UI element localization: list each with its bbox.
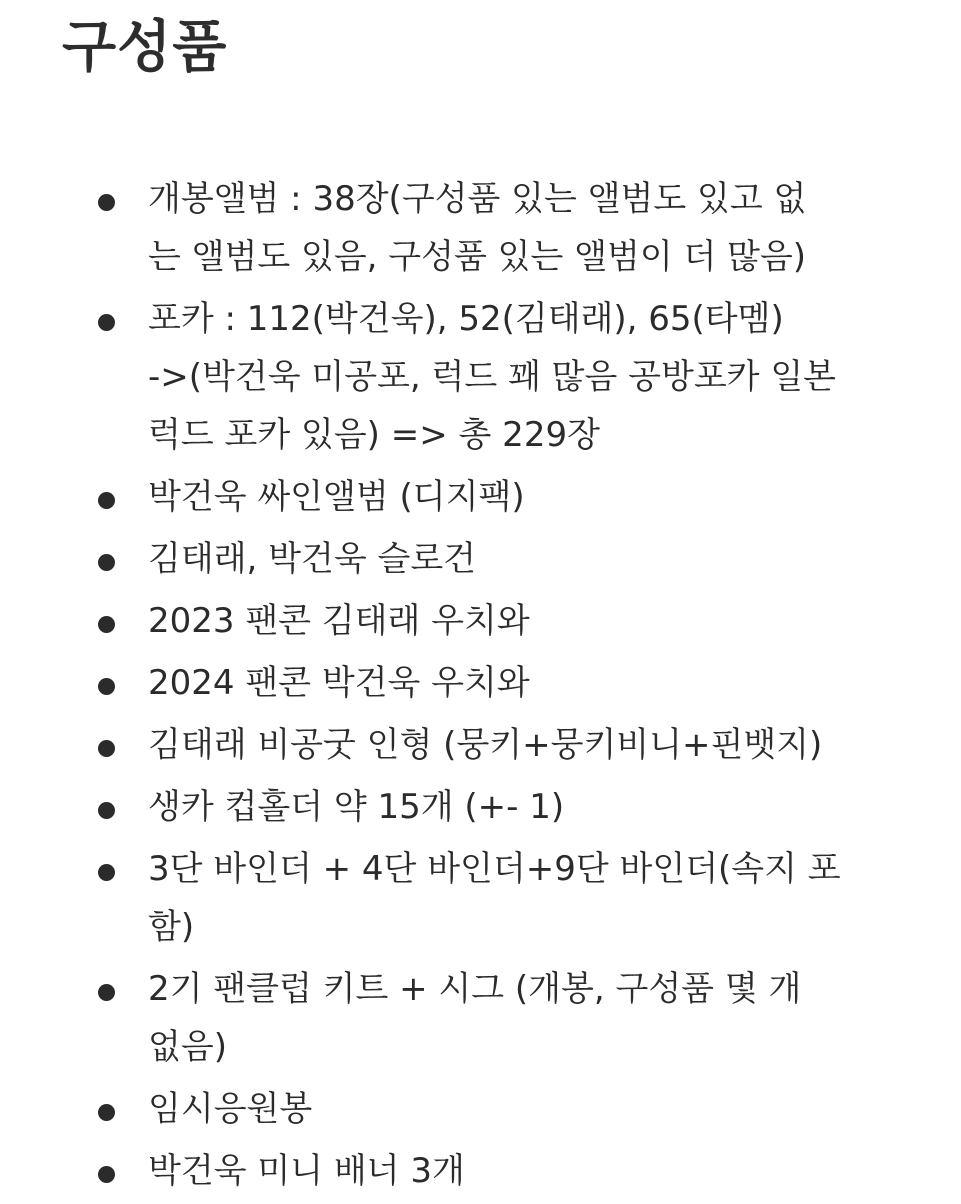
list-item-line: 2024 팬콘 박건욱 우치와	[148, 663, 530, 703]
list-item-text	[148, 468, 921, 526]
list-item-line: 함)	[148, 907, 195, 947]
bullet-icon	[98, 984, 115, 1001]
bullet-icon	[98, 1166, 115, 1183]
bullet-icon	[98, 740, 115, 757]
list-item-text	[148, 654, 921, 712]
list-item-line: 박건욱 싸인앨범 (디지팩)	[148, 477, 525, 517]
list-item-text	[148, 592, 921, 650]
bullet-icon	[98, 194, 115, 211]
list-item	[0, 290, 961, 464]
list-item	[0, 170, 961, 286]
list-item-text	[148, 170, 921, 286]
list-item	[0, 530, 961, 588]
list-item-text	[148, 1142, 921, 1200]
list-item-line: 김태래, 박건욱 슬로건	[148, 539, 477, 579]
list-item	[0, 654, 961, 712]
list-item-line: 박건욱 미니 배너 3개	[148, 1151, 465, 1191]
list-item-line: 럭드 포카 있음) => 총 229장	[148, 415, 600, 455]
list-item-line: 없음)	[148, 1027, 227, 1067]
list-item	[0, 840, 961, 956]
list-item-line: 포카 : 112(박건욱), 52(김태래), 65(타멤)	[148, 299, 784, 339]
list-item	[0, 1080, 961, 1138]
bullet-icon	[98, 864, 115, 881]
list-item-line: 2023 팬콘 김태래 우치와	[148, 601, 530, 641]
page-title: 구성품	[62, 15, 228, 80]
list-item-line: 는 앨범도 있음, 구성품 있는 앨범이 더 많음)	[148, 237, 807, 277]
item-list	[0, 170, 961, 1204]
list-item-text	[148, 1080, 921, 1138]
list-item-line: 2기 팬클럽 키트 + 시그 (개봉, 구성품 몇 개	[148, 969, 802, 1009]
list-item-line: 3단 바인더 + 4단 바인더+9단 바인더(속지 포	[148, 849, 841, 889]
list-item-text	[148, 840, 921, 956]
bullet-icon	[98, 1104, 115, 1121]
list-item	[0, 592, 961, 650]
bullet-icon	[98, 678, 115, 695]
list-item-text	[148, 960, 921, 1076]
list-item-line: ->(박건욱 미공포, 럭드 꽤 많음 공방포카 일본	[148, 357, 837, 397]
list-item	[0, 960, 961, 1076]
list-item	[0, 1142, 961, 1200]
list-item-line: 임시응원봉	[148, 1089, 313, 1129]
list-item-text	[148, 778, 921, 836]
bullet-icon	[98, 616, 115, 633]
list-item	[0, 716, 961, 774]
bullet-icon	[98, 492, 115, 509]
list-item	[0, 468, 961, 526]
list-item	[0, 778, 961, 836]
list-item-text	[148, 530, 921, 588]
bullet-icon	[98, 554, 115, 571]
list-item-text	[148, 716, 921, 774]
list-item-line: 개봉앨범 : 38장(구성품 있는 앨범도 있고 없	[148, 179, 807, 219]
list-item-line: 생카 컵홀더 약 15개 (+- 1)	[148, 787, 565, 827]
bullet-icon	[98, 802, 115, 819]
list-item-line: 김태래 비공굿 인형 (뭉키+뭉키비니+핀뱃지)	[148, 725, 823, 765]
list-item-text	[148, 290, 921, 464]
bullet-icon	[98, 314, 115, 331]
